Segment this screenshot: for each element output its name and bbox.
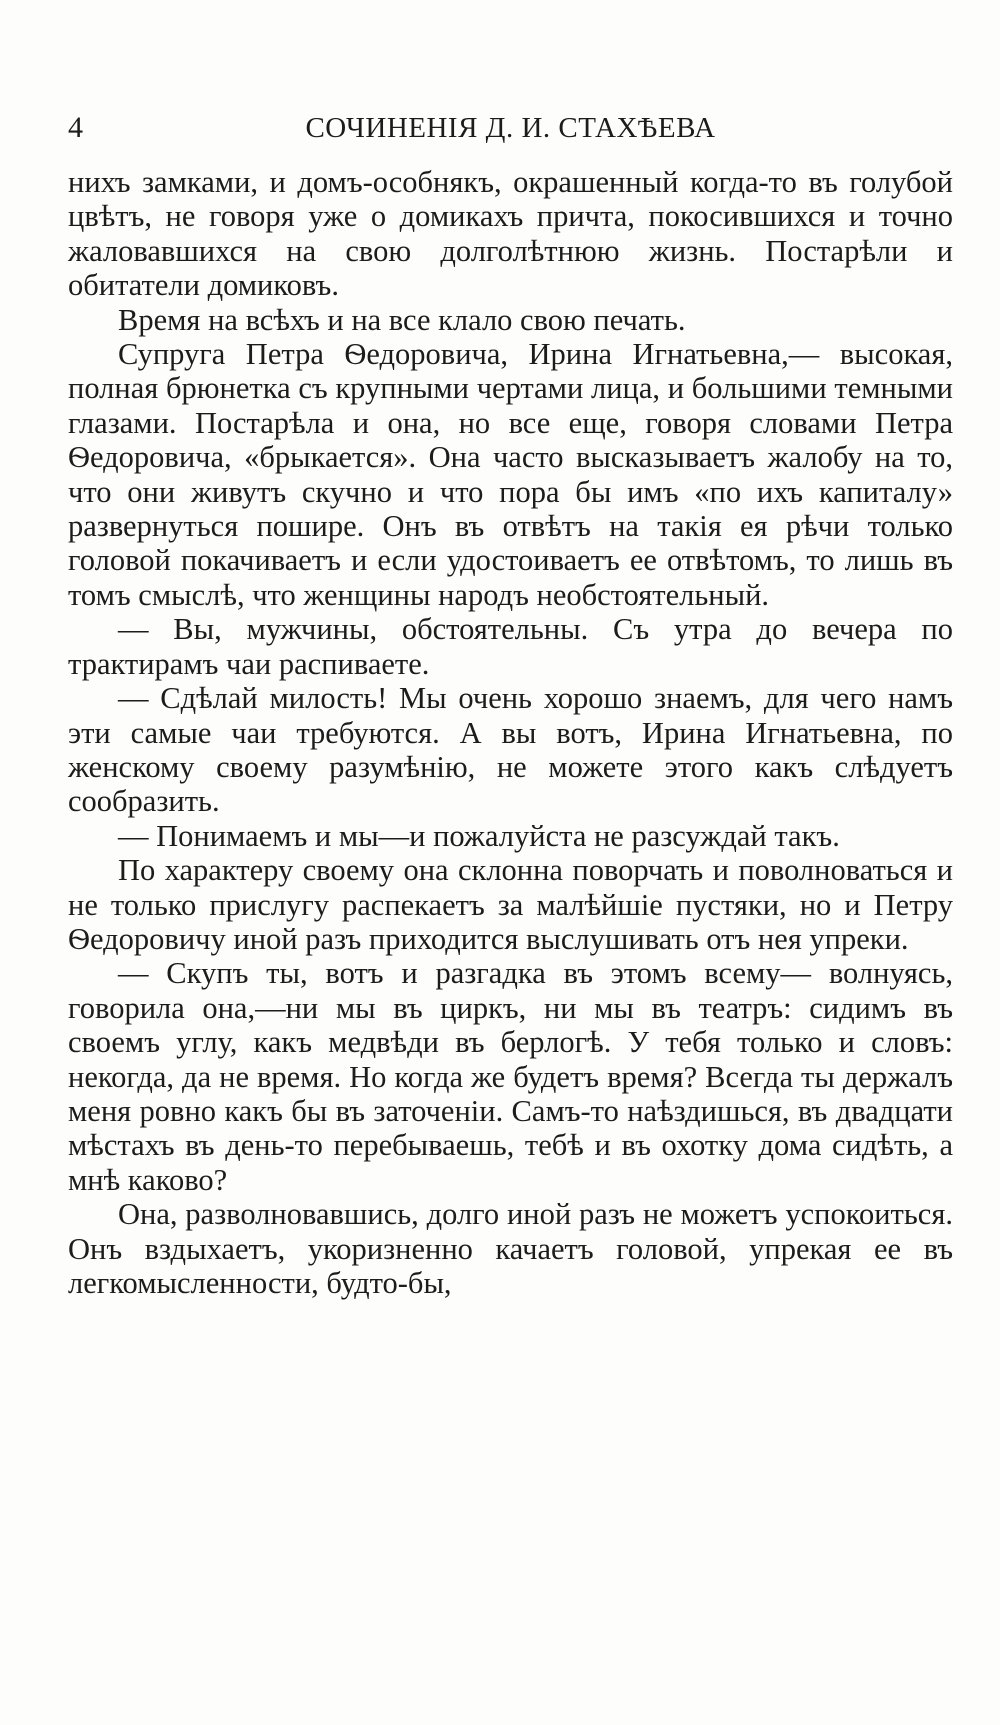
body-text (68, 165, 953, 1300)
paragraph: — Вы, мужчины, обстоятельны. Съ утра до вечера по трактирамъ чаи распиваете. (68, 612, 953, 681)
paragraph: — Сдѣлай милость! Мы очень хорошо знаемъ, для чего намъ эти самые чаи требуются. А вы вотъ, Ирина Игнатьевна, по женскому своему разумѣнію, не можете этого какъ слѣдуетъ сообразить. (68, 681, 953, 819)
paragraph: — Понимаемъ и мы—и пожалуйста не разсуждай такъ. (118, 818, 840, 853)
page-header (68, 108, 953, 148)
paragraph: — Скупъ ты, вотъ и разгадка въ этомъ всему— волнуясь, говорила она,—ни мы въ циркъ, ни мы въ театръ: сидимъ въ своемъ углу, какъ медвѣди въ берлогѣ. У тебя только и словъ: некогда, да не время. Но когда же будетъ время? Всегда ты держалъ меня ровно какъ бы въ заточеніи. Самъ-то наѣздишься, въ двадцати мѣстахъ въ день-то перебываешь, тебѣ и въ охотку дома сидѣть, а мнѣ каково? (68, 956, 953, 1197)
paragraph: По характеру своему она склонна поворчать и поволноваться и не только прислугу распекаетъ за малѣйшіе пустяки, но и Петру Ѳедоровичу иной разъ приходится выслушивать отъ нея упреки. (68, 853, 953, 956)
paragraph: Супруга Петра Ѳедоровича, Ирина Игнатьевна,— высокая, полная брюнетка съ крупными чертами лица, и большими темными глазами. Постарѣла и она, но все еще, говоря словами Петра Ѳедоровича, «брыкается». Она часто высказываетъ жалобу на то, что они живутъ скучно и что пора бы имъ «по ихъ капиталу» развернуться пошире. Онъ въ отвѣтъ на такія ея рѣчи только головой покачиваетъ и если удостоиваетъ ее отвѣтомъ, то лишь въ томъ смыслѣ, что женщины народъ необстоятельный. (68, 337, 953, 612)
paragraph: Она, разволновавшись, долго иной разъ не можетъ успокоиться. Онъ вздыхаетъ, укоризненно качаетъ головой, упрекая ее въ легкомысленности, будто-бы, (68, 1197, 953, 1300)
page-number: 4 (68, 111, 83, 144)
running-title: СОЧИНЕНІЯ Д. И. СТАХѢЕВА (305, 112, 716, 144)
paragraph: нихъ замками, и домъ-особнякъ, окрашенный когда-то въ голубой цвѣтъ, не говоря уже о домикахъ причта, покосившихся и точно жаловавшихся на свою долголѣтнюю жизнь. Постарѣли и обитатели домиковъ. (68, 165, 953, 303)
paragraph: Время на всѣхъ и на все клало свою печать. (118, 302, 686, 337)
